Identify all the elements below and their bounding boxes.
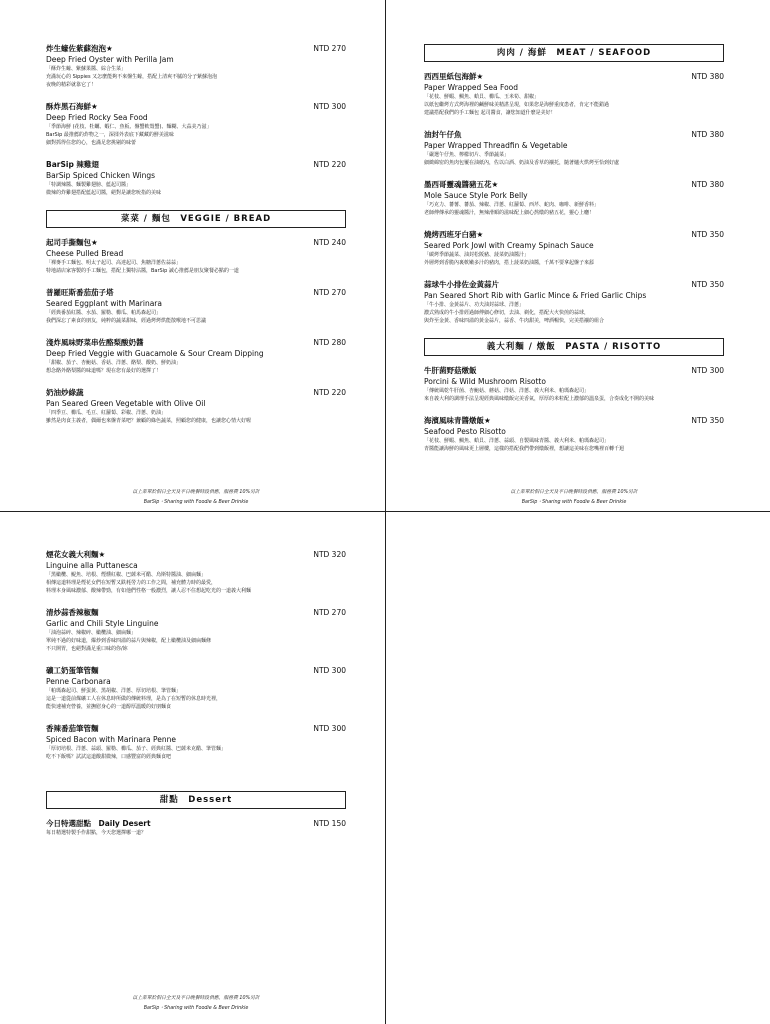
item-description: 細對抓得住您的心，也滿足您挑剔的味蕾 (46, 140, 137, 146)
item-price: NTD 270 (313, 608, 346, 617)
item-description: 濃式熟成的牛小排經過師傅細心修切，去油、剃化，搭配大火快煎的蒜球， (424, 310, 590, 316)
item-name-en: Pan Seared Short Rib with Garlic Mince & Fried Garlic Chips (424, 291, 647, 300)
item-name-zh: 奶油炒綠蔬 (46, 388, 84, 397)
item-name-zh: 西西里紙包海鮮★ (424, 72, 484, 81)
item-name-zh: 蒜球牛小排佐金黃蒜片 (424, 280, 499, 289)
menu-item (46, 160, 346, 197)
section-heading-meat-seafood: 肉肉 / 海鮮 MEAT / SEAFOOD (424, 44, 724, 62)
item-list (46, 550, 346, 761)
item-description: 「厚切培根、洋蔥、蒜頭、羅勒、櫛瓜、茄子、經典紅醬、巴薩米克醋、筆管麵」 (46, 746, 227, 752)
item-price: NTD 300 (313, 666, 346, 675)
menu-item (46, 550, 346, 595)
item-name-en: Cheese Pulled Bread (46, 249, 124, 258)
item-description: 夜晚的精彩就靠它了！ (46, 82, 97, 88)
menu-footer (46, 488, 346, 508)
item-price: NTD 320 (313, 550, 346, 559)
item-description: 「帕瑪森起司、鮮蛋黃、黑胡椒、洋蔥、厚切培根、筆管麵」 (46, 688, 182, 694)
item-name-zh: 炸生蠔佐紫蘇泡泡★ (46, 44, 113, 53)
item-name-zh: 起司手撕麵包★ (46, 238, 98, 247)
item-description: 「黑橄欖、鯷魚、培根、煙燻紅椒、巴薩米可醋、烏斯特醬油、細扁麵」 (46, 572, 207, 578)
item-description: 料理本身風味濃郁、酸辣帶勁，有如他們性格一般濃烈，讓人忍不住想起吃光的一道義大利麵 (46, 588, 252, 594)
item-description: 「嚴選午仔魚、檸檬切片、季節蔬菜」 (424, 152, 510, 158)
item-price: NTD 280 (313, 338, 346, 347)
item-description: 我們深忘了素食的朋友，純粹的蔬菜甜味，經過烤烤烘能散喉地不可思議 (46, 318, 207, 324)
item-description: 「裸麥手工麵包、明太子起司、高達起司、焦糖洋蔥佐蒜蒜」 (46, 260, 182, 266)
item-name-en: Pan Seared Green Vegetable with Olive Oil (46, 399, 206, 408)
menu-item (46, 666, 346, 711)
menu-item (424, 366, 724, 403)
item-description: 特地請店家客製的手工麵包，搭配上獨特沾醬，BarSip 誠心推薦是朋友聚餐必點的一道 (46, 268, 239, 274)
item-price: NTD 270 (313, 288, 346, 297)
item-name-zh: BarSip 辣雞翅 (46, 160, 99, 169)
menu-item (424, 130, 724, 167)
horizontal-divider-right (386, 511, 770, 512)
menu-item (46, 238, 346, 275)
section-heading-dessert: 甜點 Dessert (46, 791, 346, 809)
item-description: 「經典番茄紅醬、水茄、羅勒、櫛瓜、帕馬森起司」 (46, 310, 162, 316)
item-description: 「花枝、鮮蝦、鯛魚、蛤貝、洋蔥、蒜頭、自製風味青醬、義大利米、帕瑪森起司」 (424, 438, 610, 444)
menu-page-top-left (46, 44, 346, 438)
item-price: NTD 270 (313, 44, 346, 53)
item-description: 「四季豆、櫛瓜、毛豆、紅蘿蔔、彩椒、洋蔥、奶油」 (46, 410, 167, 416)
item-description: 「油泡蒜碎、辣椒碎、橄欖油、細扁麵」 (46, 630, 137, 636)
item-name-en: Porcini & Wild Mushroom Risotto (424, 377, 546, 386)
item-description: 「季節海鮮 (花枝、牡蠣、蝦仁、魚板、盤蟹軟殼蟹)、麵糊、大蒜美乃滋」 (46, 124, 212, 130)
item-description: 「傳統風乾牛肝菌、杏鮑菇、蘑菇、洋菇、洋蔥、義大利米、帕瑪森起司」 (424, 388, 590, 394)
menu-item (424, 416, 724, 453)
item-list (46, 238, 346, 425)
footer-note: 以上菜單於假日全天及平日晚餐時段供應，服務費 10%另計 (132, 996, 260, 1001)
item-name-en: Seared Pork Jowl with Creamy Spinach Sauce (424, 241, 594, 250)
footer-brand: BarSip・Sharing with Foodie & Beer Drinkie (143, 500, 249, 505)
section-heading-veggie-bread: 菜菜 / 麵包 VEGGIE / BREAD (46, 210, 346, 228)
item-name-en: Spiced Bacon with Marinara Penne (46, 735, 177, 744)
vertical-divider (385, 0, 386, 1024)
item-price: NTD 220 (313, 388, 346, 397)
item-description: 來自義大利的調理手法呈現經典風味燉飯完美香氣，厚厚的米粒配上濃郁的溫泉蛋，合奏成化不開的美味 (424, 396, 655, 402)
item-name-zh: 普羅旺斯番茄茄子塔 (46, 288, 114, 297)
item-description: 細緻綿密的魚肉包覆在油紙內，佐以白酒、奶油及香草的襯托，隨著爐火烘烤至恰到好處 (424, 160, 620, 166)
item-description: 每日精選特製手作甜點，今天您選擇哪一道？ (46, 830, 147, 836)
menu-item (46, 338, 346, 375)
item-description: 不只開胃，也絕對滿足重口味的你/妳 (46, 646, 128, 652)
menu-item (46, 102, 346, 147)
item-name-zh: 煙花女義大利麵★ (46, 550, 106, 559)
item-price: NTD 240 (313, 238, 346, 247)
item-name-en: Garlic and Chili Style Linguine (46, 619, 159, 628)
item-name-zh: 燒烤西班牙白豬★ (424, 230, 484, 239)
item-name-zh: 墨西哥靈魂醬豬五花★ (424, 180, 499, 189)
item-description: BarSip 最推薦的炸物之一，深揉外表底下藏藏的鮮美滋味 (46, 132, 174, 138)
item-name-zh: 香辣番茄筆管麵 (46, 724, 99, 733)
item-description: 「花枝、鮮蝦、鯛魚、蛤貝、櫛瓜、玉米筍、甜椒」 (424, 94, 540, 100)
menu-page-bottom-left (46, 550, 346, 850)
menu-item (46, 44, 346, 89)
item-price: NTD 350 (691, 280, 724, 289)
item-description: 「碳烤季節蔬菜、油封松阪豬、菠菜奶油醬汁」 (424, 252, 530, 258)
menu-item (46, 724, 346, 761)
item-name-en: Seafood Pesto Risotto (424, 427, 506, 436)
horizontal-divider-left (0, 511, 385, 512)
item-price: NTD 350 (691, 230, 724, 239)
item-description: 想念酪外酪梨醬的味道嗎？現在您有最好的選擇了！ (46, 368, 162, 374)
item-description: 「巧克力、蕃薯、蕃茄、辣椒、洋蔥、紅蘿蔔、西芹、蛇肉、咖啡、新鮮香料」 (424, 202, 600, 208)
item-name-en: Mole Sauce Style Pork Belly (424, 191, 528, 200)
item-name-en: Linguine alla Puttanesca (46, 561, 138, 570)
menu-item (424, 230, 724, 267)
footer-note: 以上菜單於假日全天及平日晚餐時段供應，服務費 10%另計 (510, 490, 638, 495)
item-price: NTD 350 (691, 416, 724, 425)
menu-item (46, 819, 346, 837)
item-description: 「牛小排、金黃蒜片、功夫油封蒜球、洋蔥」 (424, 302, 525, 308)
menu-item (424, 180, 724, 217)
item-description: 能快速補充營養，並撫慰身心的一道醇厚溫暖的好朋麵食 (46, 704, 172, 710)
item-description: 雖然是肉食主義者，偶爾也來盤青菜吧？兼顧的綠色蔬菜，照顧您的健康，也讓您心情大好喔 (46, 418, 252, 424)
menu-footer (46, 994, 346, 1014)
item-description: 吃不下飯嗎？試試這道酸甜微辣，口感豐富的經典麵食吧 (46, 754, 172, 760)
item-name-en: BarSip Spiced Chicken Wings (46, 171, 156, 180)
footer-brand: BarSip・Sharing with Foodie & Beer Drinkie (143, 1006, 249, 1011)
item-description: 相傳這道料理是煙花女們在短暫又跌耗勞力的工作之間，補充體力時的最愛， (46, 580, 217, 586)
item-name-zh: 酥炸黑石海鮮★ (46, 102, 98, 111)
item-description: 青醬能讓海鮮的風味更上層樓，這樣的搭配我們帶到燉飯裡，想讓這美味在您嘴裡百轉千迴 (424, 446, 625, 452)
item-price: NTD 300 (313, 102, 346, 111)
item-name-zh: 油封午仔魚 (424, 130, 462, 139)
item-price: NTD 300 (691, 366, 724, 375)
item-name-zh: 礦工奶蛋筆管麵 (46, 666, 99, 675)
item-description: 微辣的炸雞翅搭配藍起司醬，絕對是讓您吮指的美味 (46, 190, 162, 196)
item-list (46, 819, 346, 837)
item-description: 「酥炸生蠔、紫蘇果醬、綜合生菜」 (46, 66, 127, 72)
section-heading-pasta-risotto: 義大利麵 / 燉飯 PASTA / RISOTTO (424, 338, 724, 356)
item-description: 建議搭配我們的手工麵包 起司醬食，讓您知道什麼是美好！ (424, 110, 556, 116)
footer-note: 以上菜單於假日全天及平日晚餐時段供應，服務費 10%另計 (132, 490, 260, 495)
item-name-en: Penne Carbonara (46, 677, 111, 686)
item-description: 老師傅傳承的靈魂醬汁，無辣滑順的滋味配上細心熬燉的豬五花，靈心上癮！ (424, 210, 595, 216)
item-description: 「特調辣醬、麵製雞翅膀、藍起司醬」 (46, 182, 132, 188)
item-description: 充滿玩心的 Sippies 又怎麼能夠不來盤生蠔，搭配上清爽不膩的分子紫蘇泡泡 (46, 74, 218, 80)
item-name-en: Seared Eggplant with Marinara (46, 299, 162, 308)
menu-item (424, 280, 724, 325)
item-name-zh: 清炒蒜香辣椒麵 (46, 608, 99, 617)
item-name-zh: 牛肝菌野菇燉飯 (424, 366, 477, 375)
menu-item (424, 72, 724, 117)
item-name-en: Paper Wrapped Threadfin & Vegetable (424, 141, 568, 150)
item-name-zh: 今日特選甜點 Daily Desert (46, 819, 151, 828)
item-price: NTD 220 (313, 160, 346, 169)
item-price: NTD 380 (691, 72, 724, 81)
menu-item (46, 388, 346, 425)
menu-page-top-right (424, 44, 724, 466)
item-price: NTD 150 (313, 819, 346, 828)
item-name-en: Paper Wrapped Sea Food (424, 83, 519, 92)
item-description: 「甜椒、茄子、杏鮑菇、香菇、洋蔥、酪梨、酸奶、鮮奶油」 (46, 360, 182, 366)
item-description: 與炸至金黃、香味四溢的黃金蒜片，蒜香、牛肉甜美，啤酒暢快，完美搭襯的組合 (424, 318, 605, 324)
item-description: 這是一道從前煤礦工人在休息時所做的傳統料理，是為了在短暫的休息時光裡， (46, 696, 222, 702)
item-name-en: Deep Fried Veggie with Guacamole & Sour Cream Dipping (46, 349, 264, 358)
item-description: 以紙包繼烤方式烤海裡的鹹鮮味美精湛呈現，如果您是海鮮重度患者，肯定不能錯過 (424, 102, 610, 108)
item-list (46, 44, 346, 197)
menu-footer (424, 488, 724, 508)
item-name-en: Deep Fried Oyster with Perilla Jam (46, 55, 174, 64)
item-description: 單純不過的好味道，爆炒到香味四溢的蒜片與辣椒，配上橄欖油及細扁麵條 (46, 638, 212, 644)
item-price: NTD 300 (313, 724, 346, 733)
item-name-zh: 淺炸風味野菜串佐酪梨酸奶醬 (46, 338, 144, 347)
item-price: NTD 380 (691, 130, 724, 139)
item-name-zh: 海濱風味青醬燉飯★ (424, 416, 491, 425)
item-list (424, 72, 724, 325)
menu-item (46, 288, 346, 325)
item-description: 外層烤到香脆內裏軟嫩多汁的豬肉，搭上菠菜奶油醬，千萬不要拿起盤子來舔 (424, 260, 595, 266)
item-list (424, 366, 724, 453)
item-name-en: Deep Fried Rocky Sea Food (46, 113, 148, 122)
menu-item (46, 608, 346, 653)
footer-brand: BarSip・Sharing with Foodie & Beer Drinkie (521, 500, 627, 505)
item-price: NTD 380 (691, 180, 724, 189)
